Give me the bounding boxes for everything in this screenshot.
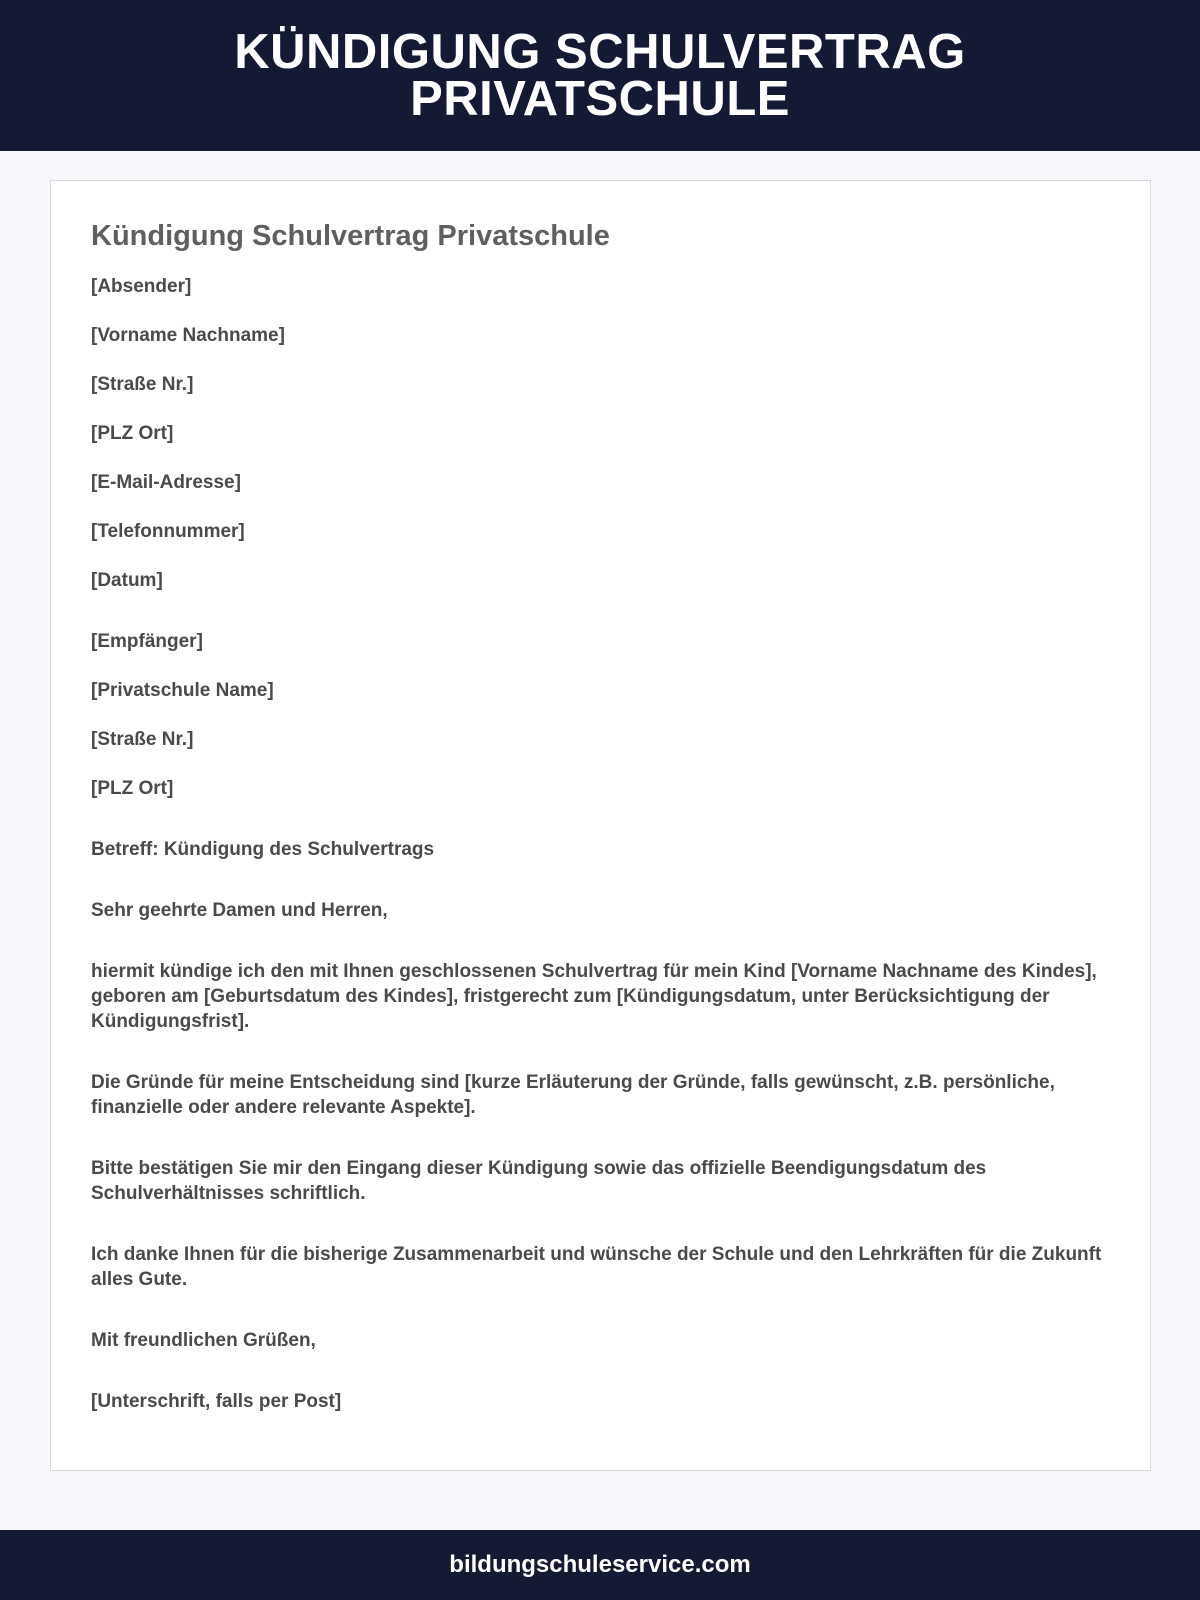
recipient-block (91, 629, 1110, 801)
recipient-name: [Privatschule Name] (91, 680, 274, 701)
sender-email: [E-Mail-Adresse] (91, 472, 241, 493)
sender-street: [Straße Nr.] (91, 374, 194, 395)
recipient-street: [Straße Nr.] (91, 729, 194, 750)
sender-phone: [Telefonnummer] (91, 521, 245, 542)
footer-bar (0, 1530, 1200, 1600)
letter-paragraph: hiermit kündige ich den mit Ihnen geschlossenen Schulvertrag für mein Kind [Vorname Nachname des Kindes], geboren am [Geburtsdatum des Kindes], fristgerecht zum [Kündigungsdatum, unter Berücksichtigung der Kündigungsfrist]. (91, 961, 1097, 1032)
recipient-heading: [Empfänger] (91, 631, 203, 652)
page-title: KÜNDIGUNG SCHULVERTRAG PRIVATSCHULE (234, 24, 966, 126)
letter-paragraph: Die Gründe für meine Entscheidung sind [kurze Erläuterung der Gründe, falls gewünscht, z.B. persönliche, finanzielle oder andere relevante Aspekte]. (91, 1072, 1055, 1118)
letter-paragraph: Bitte bestätigen Sie mir den Eingang dieser Kündigung sowie das offizielle Beendigungsdatum des Schulverhältnisses schriftlich. (91, 1158, 987, 1204)
letter-signature: [Unterschrift, falls per Post] (91, 1391, 342, 1412)
sender-heading: [Absender] (91, 276, 192, 297)
footer-site: bildungschuleservice.com (449, 1551, 751, 1578)
letter-paragraph: Ich danke Ihnen für die bisherige Zusammenarbeit und wünsche der Schule und den Lehrkräften für die Zukunft alles Gute. (91, 1244, 1102, 1290)
letter-subject: Betreff: Kündigung des Schulvertrags (91, 839, 435, 860)
letter-document (50, 180, 1151, 1471)
sender-city: [PLZ Ort] (91, 423, 174, 444)
recipient-city: [PLZ Ort] (91, 778, 174, 799)
top-banner (0, 0, 1200, 151)
sender-block (91, 274, 1110, 593)
letter-salutation: Sehr geehrte Damen und Herren, (91, 900, 388, 921)
letter-date: [Datum] (91, 570, 163, 591)
letter-closing: Mit freundlichen Grüßen, (91, 1330, 316, 1351)
letter-title: Kündigung Schulvertrag Privatschule (91, 220, 610, 252)
sender-name: [Vorname Nachname] (91, 325, 285, 346)
